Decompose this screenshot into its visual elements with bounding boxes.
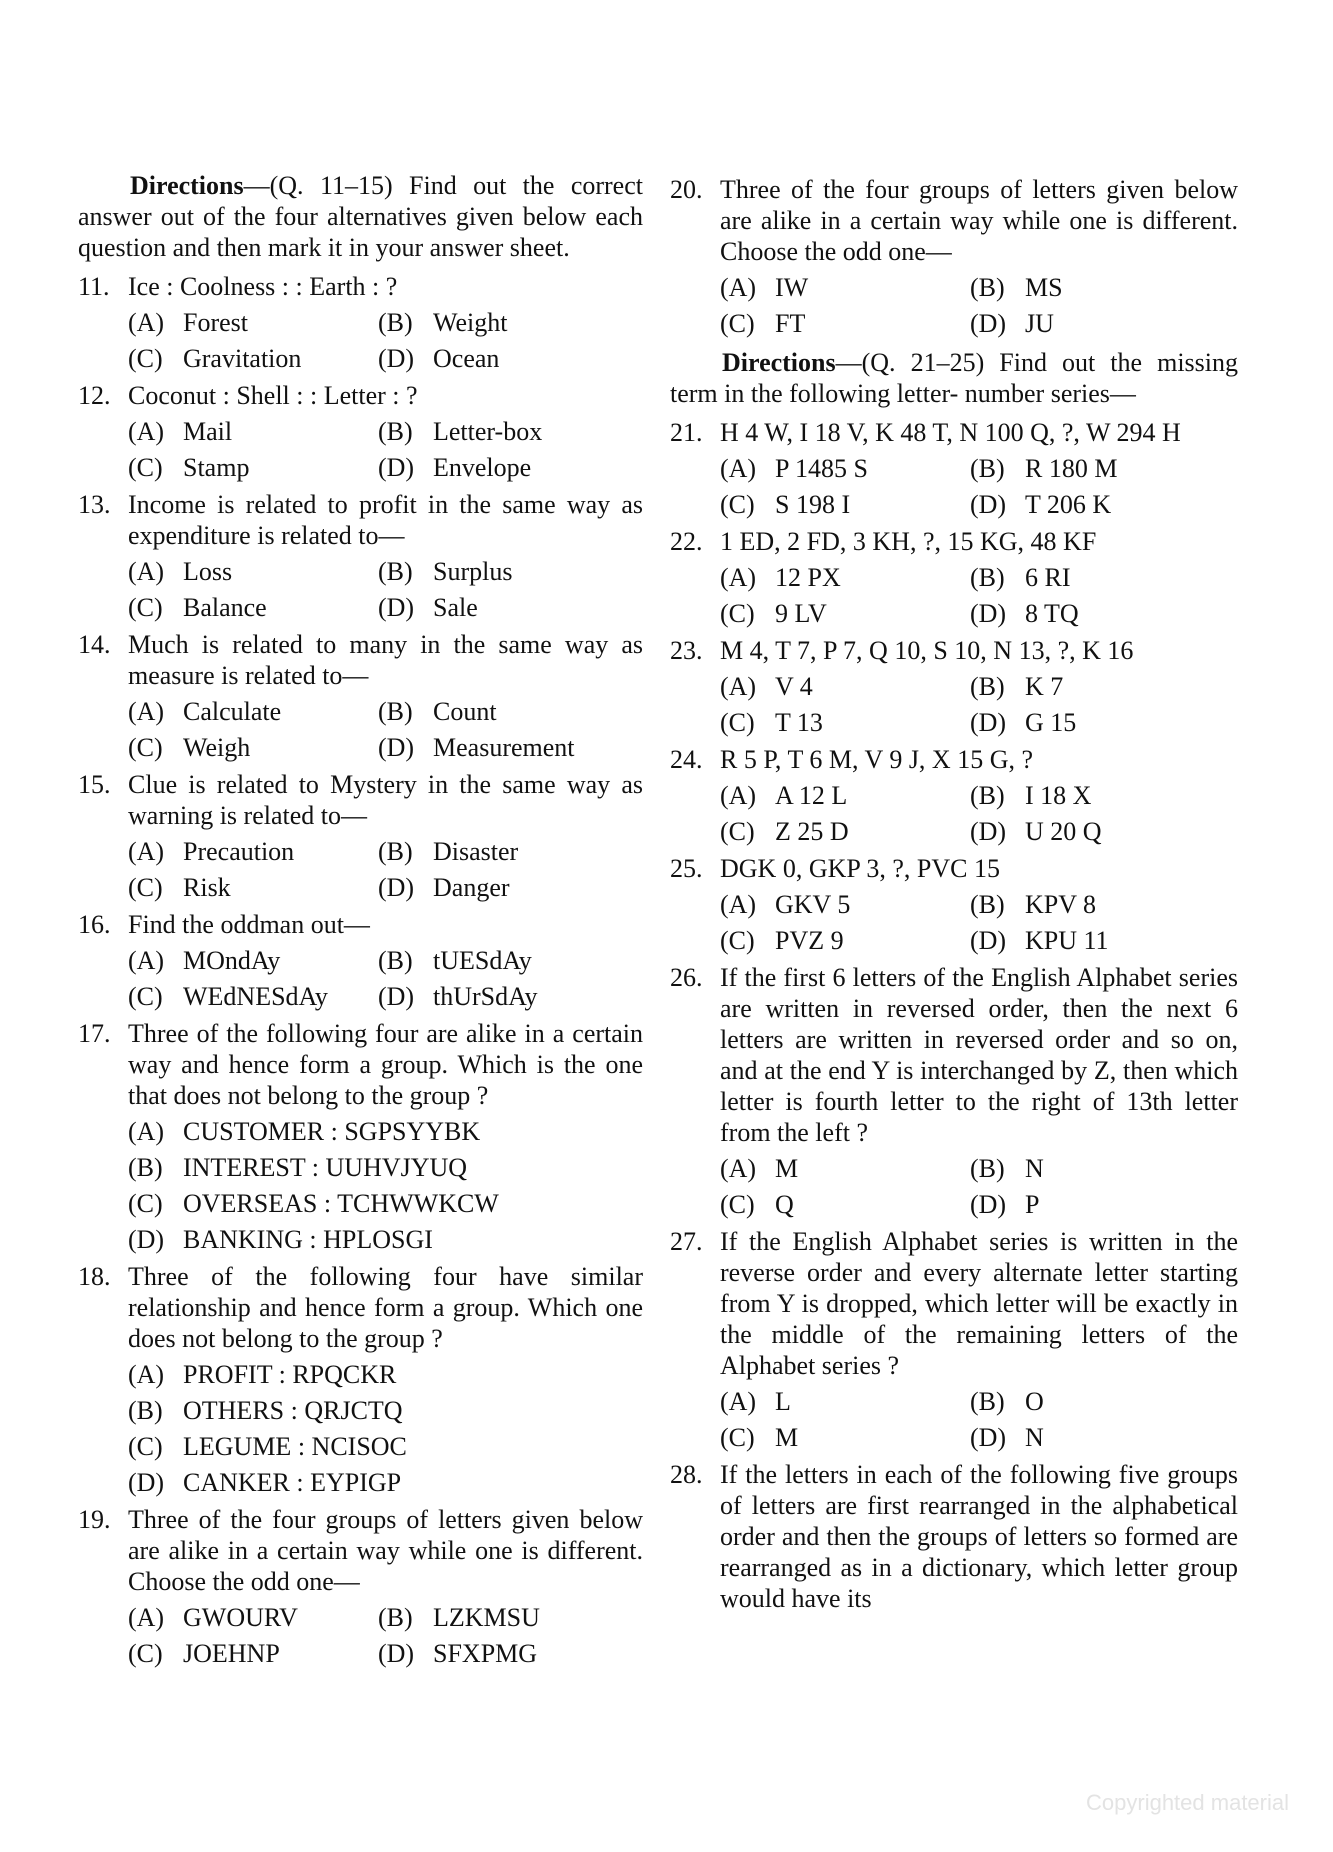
- option-value: KPU 11: [1025, 926, 1109, 955]
- option-label: (A): [128, 946, 165, 975]
- options: [720, 562, 1238, 629]
- option-b: [378, 696, 643, 727]
- option-value: 6 RI: [1025, 563, 1071, 592]
- option-c: [128, 452, 378, 483]
- option-label: (B): [128, 1153, 163, 1182]
- question-18: [78, 1261, 643, 1498]
- option-label: (C): [720, 599, 755, 628]
- option-a: [720, 1153, 970, 1184]
- question-21: [670, 417, 1238, 520]
- option-label: (B): [128, 1396, 163, 1425]
- option-label: (C): [128, 453, 163, 482]
- option-label: (B): [378, 417, 413, 446]
- options: [720, 453, 1238, 520]
- question-17: [78, 1018, 643, 1255]
- question-text: Three of the following four have similar relationship and hence form a group. Which one does not belong to the group ?: [128, 1262, 643, 1353]
- option-d: [970, 707, 1238, 738]
- option-label: (A): [720, 1154, 757, 1183]
- option-d: [970, 598, 1238, 629]
- question-text: Clue is related to Mystery in the same way as warning is related to—: [128, 770, 643, 830]
- option-c: [128, 592, 378, 623]
- option-value: Z 25 D: [775, 817, 849, 846]
- option-value: S 198 I: [775, 490, 851, 519]
- option-value: OVERSEAS : TCHWWKCW: [183, 1189, 499, 1218]
- option-value: 9 LV: [775, 599, 827, 628]
- option-d: [970, 925, 1238, 956]
- option-d: [378, 1638, 643, 1669]
- question-25: [670, 853, 1238, 956]
- option-d: [378, 981, 643, 1012]
- directions-lead: Directions: [130, 171, 244, 200]
- option-value: Danger: [433, 873, 510, 902]
- option-c: [128, 872, 378, 903]
- option-value: Calculate: [183, 697, 282, 726]
- option-label: (D): [970, 490, 1007, 519]
- question-text: DGK 0, GKP 3, ?, PVC 15: [720, 854, 1000, 883]
- option-a: [128, 836, 378, 867]
- question-16: [78, 909, 643, 1012]
- option-label: (D): [378, 1639, 415, 1668]
- question-text: If the letters in each of the following five groups of letters are first rearranged in the alphabetical order and then the groups of letters so formed are rearranged as in a dictionary, which letter group would have its: [720, 1460, 1238, 1613]
- question-number: 18.: [78, 1262, 111, 1291]
- option-label: (C): [720, 1423, 755, 1452]
- option-d: [970, 308, 1238, 339]
- option-value: MOndAy: [183, 946, 281, 975]
- option-value: Weight: [433, 308, 508, 337]
- question-number: 14.: [78, 630, 111, 659]
- option-label: (B): [378, 697, 413, 726]
- question-22: [670, 526, 1238, 629]
- option-b: [970, 780, 1238, 811]
- option-value: 12 PX: [775, 563, 841, 592]
- option-label: (B): [970, 454, 1005, 483]
- question-text: 1 ED, 2 FD, 3 KH, ?, 15 KG, 48 KF: [720, 527, 1097, 556]
- option-c: [720, 308, 970, 339]
- question-13: [78, 489, 643, 623]
- option-value: L: [775, 1387, 791, 1416]
- option-value: K 7: [1025, 672, 1064, 701]
- question-27: [670, 1226, 1238, 1453]
- question-number: 21.: [670, 418, 703, 447]
- option-value: LZKMSU: [433, 1603, 540, 1632]
- option-b: [128, 1152, 643, 1183]
- option-d: [970, 1189, 1238, 1220]
- option-c: [720, 1189, 970, 1220]
- options: [128, 556, 643, 623]
- options: [128, 307, 643, 374]
- question-text: Ice : Coolness : : Earth : ?: [128, 272, 398, 301]
- option-label: (D): [970, 1423, 1007, 1452]
- question-text: Three of the following four are alike in a certain way and hence form a group. Which is the one that does not belong to the group ?: [128, 1019, 643, 1110]
- directions-11-15: [78, 170, 643, 263]
- option-d: [378, 732, 643, 763]
- option-value: A 12 L: [775, 781, 848, 810]
- right-question-list: [670, 417, 1238, 1614]
- option-c: [128, 1638, 378, 1669]
- option-value: P 1485 S: [775, 454, 868, 483]
- option-b: [378, 836, 643, 867]
- question-text: If the English Alphabet series is written in the reverse order and every alternate letter starting from Y is dropped, which letter will be exactly in the middle of the remaining letters of the Alphabet series ?: [720, 1227, 1238, 1380]
- option-value: G 15: [1025, 708, 1077, 737]
- option-value: LEGUME : NCISOC: [183, 1432, 407, 1461]
- option-value: GKV 5: [775, 890, 851, 919]
- option-label: (B): [970, 1154, 1005, 1183]
- option-label: (D): [128, 1225, 165, 1254]
- left-question-list: [78, 271, 643, 1669]
- option-label: (B): [378, 308, 413, 337]
- question-19: [78, 1504, 643, 1669]
- option-a: [128, 696, 378, 727]
- options: [720, 889, 1238, 956]
- question-number: 16.: [78, 910, 111, 939]
- option-c: [720, 598, 970, 629]
- question-number: 22.: [670, 527, 703, 556]
- option-c: [720, 1422, 970, 1453]
- option-label: (C): [128, 982, 163, 1011]
- option-c: [128, 1188, 643, 1219]
- option-label: (D): [378, 982, 415, 1011]
- option-label: (A): [128, 1117, 165, 1146]
- option-value: BANKING : HPLOSGI: [183, 1225, 433, 1254]
- option-label: (A): [720, 672, 757, 701]
- option-value: GWOURV: [183, 1603, 298, 1632]
- option-label: (A): [128, 837, 165, 866]
- options: [720, 671, 1238, 738]
- option-value: Measurement: [433, 733, 575, 762]
- option-value: IW: [775, 273, 809, 302]
- option-label: (B): [970, 781, 1005, 810]
- option-label: (A): [128, 1603, 165, 1632]
- directions-21-25: [670, 347, 1238, 409]
- option-b: [378, 1602, 643, 1633]
- option-value: R 180 M: [1025, 454, 1118, 483]
- option-d: [128, 1224, 643, 1255]
- option-value: M: [775, 1423, 799, 1452]
- options: [128, 416, 643, 483]
- option-c: [720, 816, 970, 847]
- option-label: (B): [970, 672, 1005, 701]
- question-number: 26.: [670, 963, 703, 992]
- option-value: JU: [1025, 309, 1054, 338]
- option-label: (B): [378, 837, 413, 866]
- directions-text: —(Q. 11–15) Find out the correct answer out of the four alternatives given below each question and then mark it in your answer sheet.: [78, 171, 643, 262]
- option-value: FT: [775, 309, 806, 338]
- question-26: [670, 962, 1238, 1220]
- option-value: P: [1025, 1190, 1040, 1219]
- question-text: Coconut : Shell : : Letter : ?: [128, 381, 418, 410]
- option-label: (C): [720, 817, 755, 846]
- option-label: (B): [378, 1603, 413, 1632]
- option-label: (A): [720, 454, 757, 483]
- option-label: (C): [128, 593, 163, 622]
- option-value: Precaution: [183, 837, 295, 866]
- options: [128, 1116, 643, 1255]
- option-a: [128, 1602, 378, 1633]
- question-28: [670, 1459, 1238, 1614]
- directions-lead: Directions: [722, 348, 836, 377]
- option-value: KPV 8: [1025, 890, 1097, 919]
- question-number: 11.: [78, 272, 110, 301]
- option-value: SFXPMG: [433, 1639, 538, 1668]
- option-value: Disaster: [433, 837, 519, 866]
- option-a: [128, 307, 378, 338]
- options: [128, 696, 643, 763]
- option-a: [128, 1116, 643, 1147]
- option-value: T 206 K: [1025, 490, 1112, 519]
- option-value: MS: [1025, 273, 1063, 302]
- option-value: V 4: [775, 672, 813, 701]
- option-c: [720, 925, 970, 956]
- option-label: (A): [128, 557, 165, 586]
- question-number: 12.: [78, 381, 111, 410]
- option-label: (D): [378, 733, 415, 762]
- option-label: (A): [128, 308, 165, 337]
- watermark: Copyrighted material: [1086, 1790, 1289, 1815]
- option-label: (C): [720, 309, 755, 338]
- question-20: [670, 174, 1238, 339]
- option-b: [378, 945, 643, 976]
- option-label: (A): [720, 563, 757, 592]
- option-label: (B): [970, 273, 1005, 302]
- option-b: [970, 889, 1238, 920]
- option-a: [128, 416, 378, 447]
- option-label: (B): [378, 946, 413, 975]
- option-value: tUESdAy: [433, 946, 532, 975]
- question-number: 15.: [78, 770, 111, 799]
- option-value: PVZ 9: [775, 926, 844, 955]
- option-value: N: [1025, 1154, 1044, 1183]
- question-text: R 5 P, T 6 M, V 9 J, X 15 G, ?: [720, 745, 1034, 774]
- option-label: (D): [378, 593, 415, 622]
- option-label: (B): [970, 890, 1005, 919]
- option-a: [720, 272, 970, 303]
- option-c: [128, 1431, 643, 1462]
- option-value: Q: [775, 1190, 794, 1219]
- question-number: 24.: [670, 745, 703, 774]
- option-b: [378, 556, 643, 587]
- question-number: 19.: [78, 1505, 111, 1534]
- question-text: Income is related to profit in the same way as expenditure is related to—: [128, 490, 643, 550]
- option-b: [970, 1386, 1238, 1417]
- option-label: (A): [128, 1360, 165, 1389]
- option-value: Forest: [183, 308, 248, 337]
- options: [720, 1386, 1238, 1453]
- option-label: (C): [720, 926, 755, 955]
- option-value: U 20 Q: [1025, 817, 1102, 846]
- option-value: OTHERS : QRJCTQ: [183, 1396, 403, 1425]
- option-b: [378, 307, 643, 338]
- directions-text: —(Q. 21–25) Find out the missing term in the following letter- number series—: [670, 348, 1238, 408]
- option-d: [970, 1422, 1238, 1453]
- right-column: [670, 170, 1238, 1614]
- option-label: (A): [128, 697, 165, 726]
- option-a: [720, 671, 970, 702]
- option-value: Letter-box: [433, 417, 543, 446]
- question-11: [78, 271, 643, 374]
- option-label: (A): [720, 890, 757, 919]
- question-23: [670, 635, 1238, 738]
- options: [720, 1153, 1238, 1220]
- option-label: (D): [970, 309, 1007, 338]
- question-number: 27.: [670, 1227, 703, 1256]
- option-label: (A): [720, 781, 757, 810]
- option-c: [720, 489, 970, 520]
- option-value: INTEREST : UUHVJYUQ: [183, 1153, 468, 1182]
- option-label: (C): [128, 344, 163, 373]
- question-number: 13.: [78, 490, 111, 519]
- option-value: 8 TQ: [1025, 599, 1079, 628]
- options: [720, 780, 1238, 847]
- question-text: H 4 W, I 18 V, K 48 T, N 100 Q, ?, W 294 H: [720, 418, 1181, 447]
- question-text: M 4, T 7, P 7, Q 10, S 10, N 13, ?, K 16: [720, 636, 1134, 665]
- option-label: (D): [970, 926, 1007, 955]
- option-label: (D): [378, 344, 415, 373]
- option-value: I 18 X: [1025, 781, 1092, 810]
- option-b: [970, 1153, 1238, 1184]
- option-value: Balance: [183, 593, 267, 622]
- options: [128, 836, 643, 903]
- option-b: [970, 562, 1238, 593]
- option-value: Stamp: [183, 453, 250, 482]
- option-a: [128, 1359, 643, 1390]
- option-label: (D): [970, 708, 1007, 737]
- option-label: (C): [720, 708, 755, 737]
- option-value: N: [1025, 1423, 1044, 1452]
- question-text: Find the oddman out—: [128, 910, 370, 939]
- option-value: Count: [433, 697, 497, 726]
- option-label: (C): [128, 1639, 163, 1668]
- option-d: [970, 816, 1238, 847]
- option-b: [378, 416, 643, 447]
- option-value: PROFIT : RPQCKR: [183, 1360, 397, 1389]
- question-text: If the first 6 letters of the English Alphabet series are written in reversed order, then the next 6 letters are written in reversed order and so on, and at the end Y is interchanged by Z, then which letter is fourth letter to the right of 13th letter from the left ?: [720, 963, 1238, 1147]
- option-label: (D): [970, 1190, 1007, 1219]
- option-label: (C): [128, 1189, 163, 1218]
- option-d: [378, 343, 643, 374]
- option-c: [720, 707, 970, 738]
- option-value: CANKER : EYPIGP: [183, 1468, 402, 1497]
- option-c: [128, 732, 378, 763]
- question-number: 23.: [670, 636, 703, 665]
- option-value: O: [1025, 1387, 1044, 1416]
- option-a: [720, 780, 970, 811]
- option-label: (C): [720, 490, 755, 519]
- option-value: Risk: [183, 873, 231, 902]
- question-12: [78, 380, 643, 483]
- option-c: [128, 343, 378, 374]
- option-label: (B): [970, 563, 1005, 592]
- option-label: (A): [720, 1387, 757, 1416]
- option-value: Mail: [183, 417, 233, 446]
- left-column: [78, 170, 643, 1675]
- option-a: [720, 889, 970, 920]
- option-a: [128, 556, 378, 587]
- option-value: Surplus: [433, 557, 513, 586]
- question-24: [670, 744, 1238, 847]
- option-d: [378, 452, 643, 483]
- option-b: [970, 272, 1238, 303]
- option-label: (A): [720, 273, 757, 302]
- option-a: [720, 453, 970, 484]
- question-number: 17.: [78, 1019, 111, 1048]
- option-value: Sale: [433, 593, 478, 622]
- option-label: (D): [378, 873, 415, 902]
- options: [720, 272, 1238, 339]
- option-value: CUSTOMER : SGPSYYBK: [183, 1117, 481, 1146]
- option-label: (C): [128, 873, 163, 902]
- question-text: Much is related to many in the same way as measure is related to—: [128, 630, 643, 690]
- option-d: [378, 872, 643, 903]
- option-a: [720, 562, 970, 593]
- option-label: (C): [720, 1190, 755, 1219]
- option-a: [128, 945, 378, 976]
- option-label: (D): [378, 453, 415, 482]
- question-number: 25.: [670, 854, 703, 883]
- option-b: [128, 1395, 643, 1426]
- option-a: [720, 1386, 970, 1417]
- option-d: [378, 592, 643, 623]
- option-label: (C): [128, 733, 163, 762]
- option-value: Weigh: [183, 733, 251, 762]
- option-d: [128, 1467, 643, 1498]
- option-label: (B): [378, 557, 413, 586]
- option-value: JOEHNP: [183, 1639, 280, 1668]
- option-value: T 13: [775, 708, 823, 737]
- question-number: 28.: [670, 1460, 703, 1489]
- question-14: [78, 629, 643, 763]
- option-value: WEdNESdAy: [183, 982, 328, 1011]
- option-b: [970, 453, 1238, 484]
- question-number: 20.: [670, 175, 703, 204]
- option-label: (D): [970, 599, 1007, 628]
- question-15: [78, 769, 643, 903]
- option-label: (D): [128, 1468, 165, 1497]
- options: [128, 1602, 643, 1669]
- option-label: (B): [970, 1387, 1005, 1416]
- option-b: [970, 671, 1238, 702]
- options: [128, 945, 643, 1012]
- option-value: Envelope: [433, 453, 532, 482]
- option-label: (C): [128, 1432, 163, 1461]
- question-text: Three of the four groups of letters given below are alike in a certain way while one is different. Choose the odd one—: [720, 175, 1238, 266]
- option-d: [970, 489, 1238, 520]
- option-c: [128, 981, 378, 1012]
- option-value: Ocean: [433, 344, 500, 373]
- option-value: Gravitation: [183, 344, 302, 373]
- option-label: (D): [970, 817, 1007, 846]
- options: [128, 1359, 643, 1498]
- option-value: Loss: [183, 557, 233, 586]
- option-value: M: [775, 1154, 799, 1183]
- option-value: thUrSdAy: [433, 982, 538, 1011]
- option-label: (A): [128, 417, 165, 446]
- question-text: Three of the four groups of letters given below are alike in a certain way while one is different. Choose the odd one—: [128, 1505, 643, 1596]
